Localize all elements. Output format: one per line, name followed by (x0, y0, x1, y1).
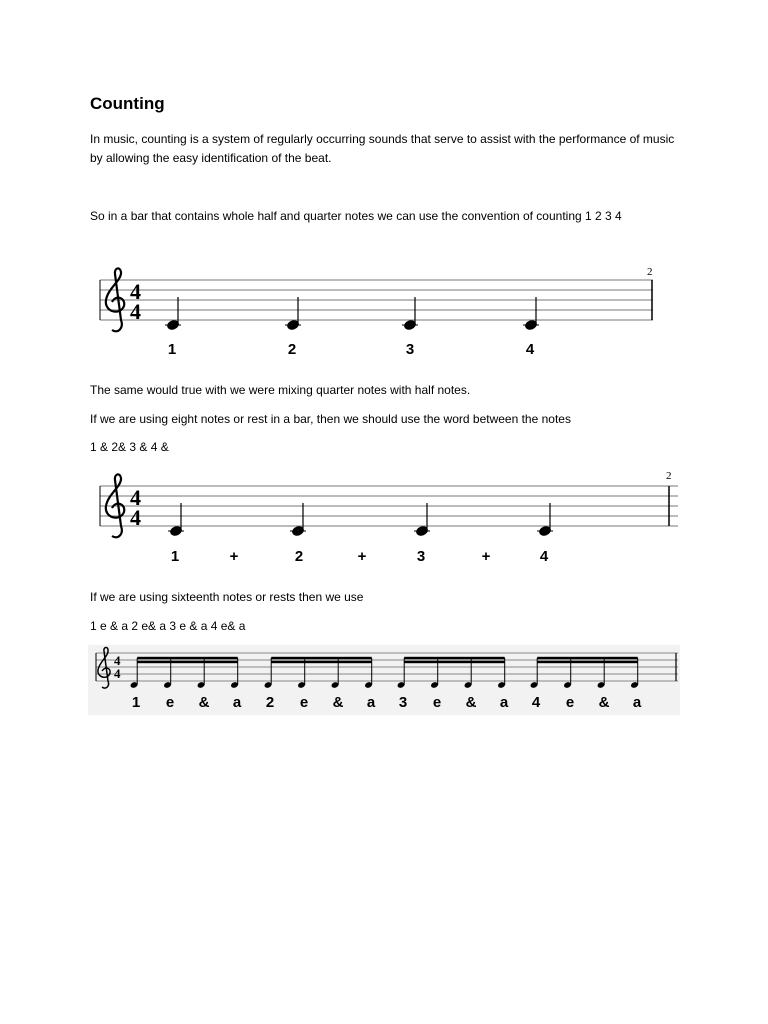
count-label: & (332, 694, 344, 711)
sixteenth-count-row (88, 693, 680, 715)
count-label: 2 (294, 548, 304, 565)
eighth-counting-text: 1 & 2& 3 & 4 & (90, 440, 169, 454)
count-label: e (565, 694, 575, 711)
count-label: 1 (167, 341, 177, 358)
sixteenth-counting-text: 1 e & a 2 e& a 3 e & a 4 e& a (90, 619, 246, 633)
quarter-intro-text: So in a bar that contains whole half and quarter notes we can use the convention of counting 1 2 3 4 (90, 209, 622, 223)
eighth-count-row (90, 547, 690, 567)
note-beam (537, 661, 638, 663)
count-label: 3 (405, 341, 415, 358)
sixteenth-staff (88, 645, 680, 693)
mixing-note-text: The same would true with we were mixing quarter notes with half notes. (90, 383, 471, 397)
count-label: a (232, 694, 242, 711)
note-beam (404, 661, 505, 663)
note-beam (271, 657, 372, 659)
page-title: Counting (90, 94, 165, 113)
intro-paragraph: In music, counting is a system of regularly occurring sounds that serve to assist with the performance of music by allowing the easy identification of the beat. (90, 132, 675, 165)
eighth-intro-text: If we are using eight notes or rest in a bar, then we should use the word between the notes (90, 412, 571, 426)
measure-number: 2 (647, 266, 653, 278)
quarter-note-icon (414, 503, 430, 537)
measure-number: 2 (666, 470, 672, 482)
svg-text:4: 4 (114, 653, 121, 668)
count-label: 2 (287, 341, 297, 358)
quarter-note-icon (285, 297, 301, 331)
count-label: 1 (131, 694, 141, 711)
note-beam (537, 657, 638, 659)
time-signature (130, 485, 141, 530)
count-label: & (598, 694, 610, 711)
sixteenth-note-example (88, 645, 680, 715)
sixteenth-intro-text: If we are using sixteenth notes or rests then we use (90, 590, 364, 604)
count-label: e (299, 694, 309, 711)
svg-text:4: 4 (130, 279, 141, 304)
count-label: a (499, 694, 509, 711)
svg-text:4: 4 (130, 505, 141, 530)
count-label: a (632, 694, 642, 711)
time-signature (114, 653, 121, 681)
svg-text:4: 4 (114, 666, 121, 681)
count-label: a (366, 694, 376, 711)
quarter-note-icon (537, 503, 553, 537)
note-beam (137, 661, 238, 663)
count-label: + (229, 548, 239, 565)
count-label: 4 (525, 341, 535, 358)
quarter-note-example (90, 262, 670, 367)
quarter-note-icon (168, 503, 184, 537)
svg-text:4: 4 (130, 299, 141, 324)
svg-text:4: 4 (130, 485, 141, 510)
quarter-count-row (90, 340, 670, 360)
count-label: e (165, 694, 175, 711)
note-beam (271, 661, 372, 663)
eighth-staff (90, 468, 690, 543)
note-beam (137, 657, 238, 659)
eighth-note-example (90, 468, 690, 573)
count-label: + (481, 548, 491, 565)
count-label: 1 (170, 548, 180, 565)
count-label: e (432, 694, 442, 711)
quarter-note-icon (165, 297, 181, 331)
quarter-note-icon (402, 297, 418, 331)
quarter-note-icon (290, 503, 306, 537)
count-label: 4 (531, 694, 541, 711)
count-label: & (465, 694, 477, 711)
count-label: & (198, 694, 210, 711)
note-beam (404, 657, 505, 659)
count-label: 2 (265, 694, 275, 711)
count-label: 4 (539, 548, 549, 565)
count-label: + (357, 548, 367, 565)
quarter-staff (90, 262, 670, 337)
count-label: 3 (416, 548, 426, 565)
count-label: 3 (398, 694, 408, 711)
quarter-note-icon (523, 297, 539, 331)
time-signature (130, 279, 141, 324)
